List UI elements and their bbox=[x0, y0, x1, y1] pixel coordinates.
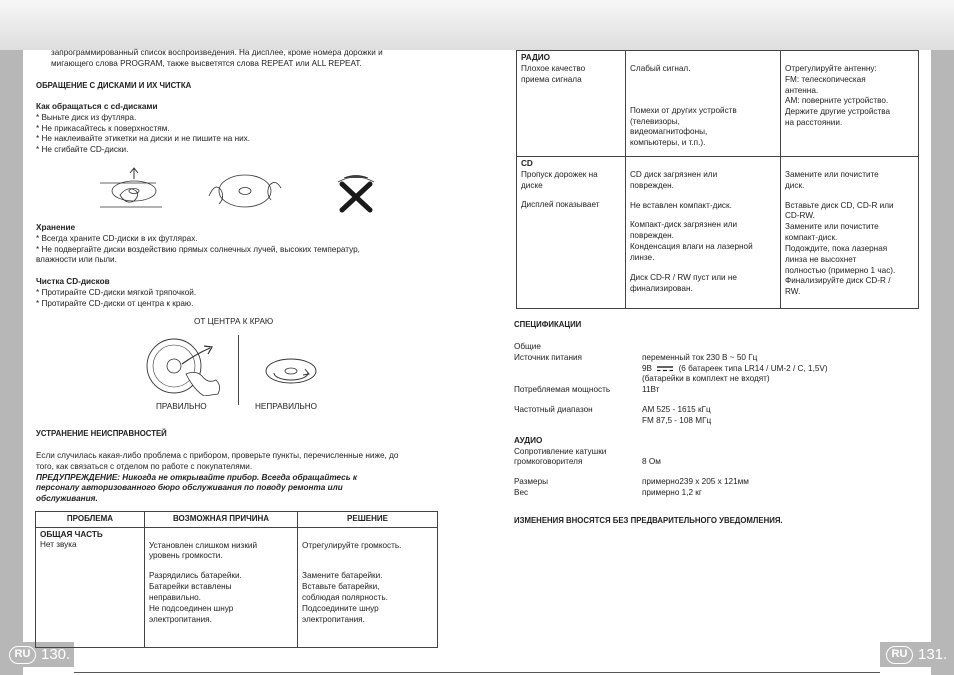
illustration-divider bbox=[238, 335, 239, 405]
top-header-bar bbox=[0, 0, 954, 50]
table-row bbox=[36, 527, 438, 647]
cause-text: Слабый сигнал. bbox=[630, 64, 691, 73]
spec-row-battery bbox=[514, 364, 914, 375]
solution-text: полностью (примерно 1 час). bbox=[785, 265, 896, 275]
spec-value bbox=[642, 364, 828, 375]
list-item: * Не сгибайте CD-диски. bbox=[36, 145, 129, 155]
section-label: РАДИО bbox=[521, 53, 551, 62]
cause-cell bbox=[145, 527, 298, 647]
text-line: мигающего слова PROGRAM, также высветятся слова REPEAT или ALL REPEAT. bbox=[51, 58, 362, 68]
cause-text: неправильно. bbox=[149, 592, 201, 602]
spec-row-power bbox=[514, 353, 914, 364]
solution-text: Финализируйте диск CD-R / bbox=[785, 276, 891, 286]
column-header: РЕШЕНИЕ bbox=[298, 512, 438, 528]
cause-text: Не подсоединен шнур bbox=[149, 603, 234, 613]
spec-label: Потребляемая мощность bbox=[514, 385, 611, 395]
spec-row-impedance bbox=[514, 457, 914, 468]
solution-text: Отрегулируйте громкость. bbox=[302, 540, 402, 550]
list-item: * Не прикасайтесь к поверхностям. bbox=[36, 123, 170, 133]
cleaning-heading: Чистка CD-дисков bbox=[36, 277, 110, 286]
problem-text: диске bbox=[521, 180, 543, 190]
page-number-text: 130. bbox=[41, 645, 71, 663]
section-label: CD bbox=[521, 159, 533, 168]
cause-cell bbox=[626, 51, 781, 157]
list-item: * Протирайте CD-диски мягкой тряпочкой. bbox=[36, 287, 197, 297]
specifications-list bbox=[514, 342, 914, 499]
spec-label: Частотный диапазон bbox=[514, 405, 593, 415]
spec-row-frequency-fm bbox=[514, 416, 914, 427]
problem-text: Нет звука bbox=[40, 540, 77, 550]
solution-text: Замените или почистите bbox=[785, 222, 879, 232]
solution-text: на расстоянии. bbox=[785, 118, 843, 128]
column-header: ВОЗМОЖНАЯ ПРИЧИНА bbox=[145, 512, 298, 528]
handling-heading: Как обращаться с cd-дисками bbox=[36, 102, 158, 111]
solution-text: Вставьте диск CD, CD-R или bbox=[785, 200, 894, 210]
solution-text: FM: телескопическая bbox=[785, 74, 866, 84]
spec-row-frequency bbox=[514, 405, 914, 416]
text-line: запрограммированный список воспроизведения. На дисплее, кроме номера дорожки и bbox=[51, 48, 383, 57]
audio-heading: АУДИО bbox=[514, 435, 543, 445]
troubleshooting-intro bbox=[36, 451, 446, 505]
page-number-right bbox=[880, 642, 954, 667]
left-margin-bar bbox=[0, 50, 23, 675]
discs-heading: ОБРАЩЕНИЕ С ДИСКАМИ И ИХ ЧИСТКА bbox=[36, 81, 192, 90]
solution-cell bbox=[781, 157, 919, 309]
spec-row-weight bbox=[514, 488, 914, 499]
table-header-row bbox=[36, 512, 438, 528]
spec-label: Сопротивление катушки bbox=[514, 446, 607, 456]
spec-row-consumption bbox=[514, 385, 914, 396]
dc-symbol-icon bbox=[656, 365, 674, 372]
cause-text: электропитания. bbox=[149, 614, 212, 624]
solution-text: Замените батарейки. bbox=[302, 571, 383, 581]
specifications-heading: СПЕЦИФИКАЦИИ bbox=[514, 320, 582, 329]
cause-text: Установлен слишком низкий bbox=[149, 540, 258, 550]
cause-text: Не вставлен компакт-диск. bbox=[630, 200, 732, 210]
storage-section bbox=[36, 223, 436, 266]
cause-text: Конденсация влаги на лазерной bbox=[630, 242, 753, 252]
solution-text: Подождите, пока лазерная bbox=[785, 243, 888, 253]
incorrect-wiping-illustration bbox=[262, 355, 320, 387]
intro-paragraph bbox=[51, 48, 451, 70]
solution-text: RW. bbox=[785, 287, 801, 297]
section-label: ОБЩАЯ ЧАСТЬ bbox=[40, 529, 103, 539]
spec-label: Размеры bbox=[514, 477, 549, 487]
right-margin-bar bbox=[931, 50, 954, 675]
cause-text: Диск CD-R / RW пуст или не bbox=[630, 272, 737, 282]
disc-removal-illustration bbox=[96, 165, 166, 215]
solution-text: линза не высохнет bbox=[785, 254, 857, 264]
cause-text: Помехи от других устройств bbox=[630, 105, 737, 115]
solution-text: AM: поверните устройство. bbox=[785, 96, 889, 106]
spec-value: AM 525 - 1615 кГц bbox=[642, 405, 711, 415]
solution-text: Отрегулируйте антенну: bbox=[785, 64, 877, 73]
bottom-rule bbox=[74, 672, 880, 673]
battery-spec: (6 батареек типа LR14 / UM-2 / C, 1,5V) bbox=[678, 363, 828, 373]
spec-label: Источник питания bbox=[514, 352, 582, 362]
language-badge: RU bbox=[9, 646, 36, 664]
solution-text: антенна. bbox=[785, 85, 819, 95]
solution-text: CD-RW. bbox=[785, 211, 815, 221]
spec-value: примерно 1,2 кг bbox=[642, 488, 702, 498]
language-badge: RU bbox=[886, 646, 913, 664]
problem-text: приема сигнала bbox=[521, 74, 582, 84]
changes-notice: ИЗМЕНЕНИЯ ВНОСЯТСЯ БЕЗ ПРЕДВАРИТЕЛЬНОГО УВЕДОМЛЕНИЯ. bbox=[514, 516, 783, 525]
list-item: * Всегда храните CD-диски в их футлярах. bbox=[36, 233, 198, 243]
solution-text: компакт-диск. bbox=[785, 233, 838, 243]
list-item: влажности или пыли. bbox=[36, 255, 117, 265]
problem-text: Дисплей показывает bbox=[521, 200, 600, 210]
solution-cell bbox=[781, 51, 919, 157]
solution-text: соблюдая полярность. bbox=[302, 593, 388, 603]
list-item: * Не наклеивайте этикетки на диски и не пишите на них. bbox=[36, 134, 251, 144]
problem-text: Плохое качество bbox=[521, 63, 586, 73]
incorrect-label: НЕПРАВИЛЬНО bbox=[255, 402, 318, 411]
solution-text: диск. bbox=[785, 180, 805, 190]
disc-bending-prohibited-icon bbox=[330, 170, 382, 214]
cause-text: поврежден. bbox=[630, 180, 674, 190]
correct-wiping-illustration bbox=[140, 334, 230, 396]
warning-text: обслуживания. bbox=[36, 494, 98, 504]
spec-group-label: Общие bbox=[514, 342, 541, 351]
list-item: * Протирайте CD-диски от центра к краю. bbox=[36, 298, 194, 308]
column-header: ПРОБЛЕМА bbox=[36, 512, 145, 528]
troubleshooting-table bbox=[35, 511, 438, 648]
voltage-value: 9В bbox=[642, 363, 653, 373]
troubleshooting-heading: УСТРАНЕНИЕ НЕИСПРАВНОСТЕЙ bbox=[36, 429, 167, 438]
warning-text: ПРЕДУПРЕЖДЕНИЕ: Никогда не открывайте прибор. Всегда обращайтесь к bbox=[36, 472, 358, 482]
spec-value: примерно239 x 205 x 121мм bbox=[642, 477, 749, 487]
spec-value: 8 Ом bbox=[642, 457, 661, 467]
spec-value: 11Вт bbox=[642, 385, 660, 395]
cause-text: уровень громкости. bbox=[149, 551, 223, 561]
cleaning-section bbox=[36, 277, 436, 309]
center-to-edge-caption: ОТ ЦЕНТРА К КРАЮ bbox=[194, 317, 274, 326]
cause-text: поврежден. bbox=[630, 231, 674, 241]
table-row bbox=[517, 51, 919, 157]
cause-text: видеомагнитофоны, bbox=[630, 127, 708, 137]
troubleshooting-table-continued bbox=[516, 50, 919, 309]
spec-label: громкоговорителя bbox=[514, 457, 583, 467]
cause-text: линзе. bbox=[630, 252, 655, 262]
disc-holding-illustration bbox=[205, 170, 285, 212]
problem-cell bbox=[36, 527, 145, 647]
spec-row-battery-note bbox=[514, 374, 914, 385]
list-item: * Не подвергайте диски воздействию прямых солнечных лучей, высоких температур, bbox=[36, 244, 360, 254]
text-line: того, как связаться с отделом по работе с покупателями. bbox=[36, 461, 253, 471]
spec-value: FM 87,5 - 108 МГц bbox=[642, 415, 712, 425]
list-item: * Выньте диск из футляра. bbox=[36, 112, 137, 122]
solution-text: Подсоедините шнур bbox=[302, 603, 379, 613]
solution-cell bbox=[298, 527, 438, 647]
solution-text: электропитания. bbox=[302, 614, 365, 624]
spec-label: Вес bbox=[514, 488, 529, 498]
solution-text: Вставьте батарейки, bbox=[302, 582, 380, 592]
handling-section bbox=[36, 102, 436, 156]
solution-text: Держите другие устройства bbox=[785, 107, 891, 117]
problem-text: Пропуск дорожек на bbox=[521, 169, 598, 179]
correct-label: ПРАВИЛЬНО bbox=[156, 402, 207, 411]
storage-heading: Хранение bbox=[36, 223, 76, 232]
spec-row-dimensions bbox=[514, 477, 914, 488]
cause-text: Разрядились батарейки. bbox=[149, 571, 242, 581]
cause-cell bbox=[626, 157, 781, 309]
cause-text: финализирован. bbox=[630, 283, 693, 293]
cause-text: CD диск загрязнен или bbox=[630, 170, 718, 179]
problem-cell bbox=[517, 51, 626, 157]
text-line: Если случилась какая-либо проблема с прибором, проверьте пункты, перечисленные ниже, до bbox=[36, 451, 399, 460]
cause-text: компьютеры, и т.п.). bbox=[630, 138, 706, 148]
warning-text: персоналу авторизованного бюро обслуживания по поводу ремонта или bbox=[36, 483, 343, 493]
spec-value: переменный ток 230 В ~ 50 Гц bbox=[642, 352, 758, 362]
cause-text: Батарейки вставлены bbox=[149, 582, 232, 592]
spec-value: (батарейки в комплект не входят) bbox=[642, 374, 770, 384]
problem-cell bbox=[517, 157, 626, 309]
table-row bbox=[517, 157, 919, 309]
solution-text: Замените или почистите bbox=[785, 170, 879, 179]
cause-text: Компакт-диск загрязнен или bbox=[630, 220, 738, 230]
cause-text: (телевизоры, bbox=[630, 116, 680, 126]
page-number-text: 131. bbox=[918, 645, 948, 663]
